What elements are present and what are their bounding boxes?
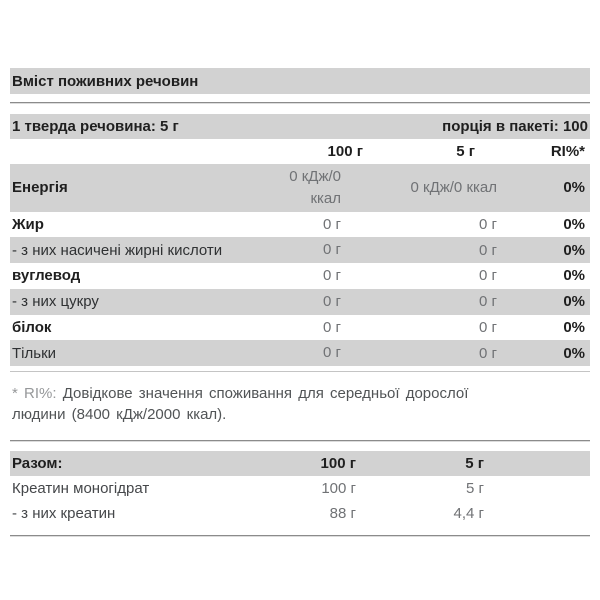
empty-header-cell: [10, 139, 280, 164]
nutrition-label-content: [10, 68, 590, 537]
nutrition-table-header-row: [10, 139, 590, 164]
footnote-line1: Довідкове значення споживання для середньої дорослої: [62, 385, 469, 402]
footnote-prefix: * RI%:: [12, 385, 57, 402]
row-label: Енергія: [12, 179, 68, 197]
totals-header-label: Разом:: [12, 455, 63, 472]
ri-footnote: [10, 383, 590, 425]
servings-per-pack-text: порція в пакеті: 100: [442, 118, 588, 135]
value-5g: 0 г: [479, 215, 497, 233]
row-label: вуглевод: [12, 267, 81, 285]
row-label: Креатин моногідрат: [12, 480, 150, 497]
totals-table: [10, 451, 590, 526]
row-label: Тільки: [12, 344, 57, 362]
value-ri: 0%: [563, 179, 585, 197]
column-header-100g: 100 г: [327, 143, 363, 160]
footnote-line2: людини (8400 кДж/2000 ккал).: [12, 406, 227, 423]
value-5g: 0 кДж/0 ккал: [410, 179, 497, 197]
serving-size-text: 1 тверда речовина: 5 г: [12, 118, 179, 135]
divider-under-title: [10, 102, 590, 104]
row-label: - з них насичені жирні кислоти: [12, 241, 223, 259]
value-5g: 0 г: [479, 267, 497, 285]
totals-header-5g: 5 г: [465, 455, 484, 472]
value-100g: 0 г: [323, 292, 341, 310]
row-label: - з них цукру: [12, 293, 99, 311]
nutrition-table: [10, 139, 590, 366]
value-100g: 88 г: [329, 505, 356, 522]
table-row-creatine-monohydrate: [10, 476, 590, 501]
value-5g: 0 г: [479, 241, 497, 259]
divider-above-totals: [10, 440, 590, 442]
value-5g: 0 г: [479, 344, 497, 362]
value-100g: 0 г: [323, 215, 341, 233]
table-row-creatine: [10, 501, 590, 526]
row-label: Жир: [12, 215, 44, 233]
divider-bottom: [10, 535, 590, 537]
value-100g: 0 кДж/0 ккал: [289, 168, 341, 207]
value-ri: 0%: [563, 318, 585, 336]
value-100g: 0 г: [323, 267, 341, 284]
value-ri: 0%: [563, 215, 585, 233]
table-row-carbohydrate: [10, 263, 590, 289]
totals-header-spacer: [486, 451, 590, 476]
section-title-bar: [10, 68, 590, 94]
value-ri: 0%: [563, 267, 585, 285]
value-ri: 0%: [563, 344, 585, 362]
value-100g: 0 г: [323, 318, 341, 336]
value-5g: 4,4 г: [453, 505, 484, 522]
serving-info-bar: [10, 114, 590, 139]
value-5g: 0 г: [479, 318, 497, 336]
value-ri: 0%: [563, 293, 585, 311]
table-row-salt: [10, 340, 590, 366]
table-row-saturated-fat: [10, 237, 590, 263]
divider-under-table: [10, 371, 590, 372]
table-row-protein: [10, 315, 590, 341]
value-5g: 0 г: [479, 293, 497, 311]
totals-header-row: [10, 451, 590, 476]
value-100g: 0 г: [323, 241, 341, 259]
value-100g: 0 г: [323, 344, 341, 362]
totals-header-100g: 100 г: [320, 455, 356, 472]
row-label: - з них креатин: [12, 505, 116, 522]
table-row-sugars: [10, 289, 590, 315]
value-ri: 0%: [563, 241, 585, 259]
table-row-fat: [10, 212, 590, 238]
value-100g: 100 г: [321, 480, 356, 497]
row-label: білок: [12, 318, 52, 336]
value-5g: 5 г: [466, 480, 484, 497]
column-header-5g: 5 г: [456, 143, 475, 160]
table-row-energy: [10, 164, 590, 212]
column-header-ri: RI%*: [550, 143, 585, 160]
page-title: Вміст поживних речовин: [12, 72, 199, 90]
